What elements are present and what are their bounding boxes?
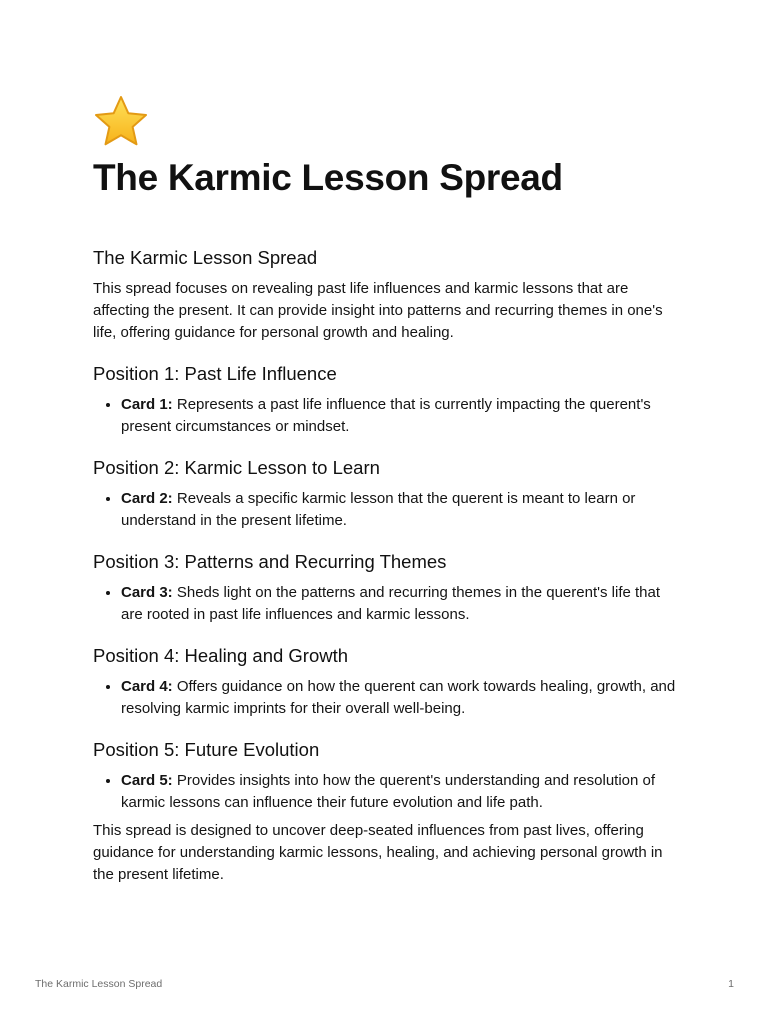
intro-heading: The Karmic Lesson Spread <box>93 247 318 268</box>
card-label: Card 2: <box>121 490 173 507</box>
position-5-heading: Position 5: Future Evolution <box>93 739 320 760</box>
position-1-heading: Position 1: Past Life Influence <box>93 363 337 384</box>
position-2-list <box>93 488 678 532</box>
card-label: Card 3: <box>121 584 173 601</box>
position-3-heading: Position 3: Patterns and Recurring Themes <box>93 551 447 572</box>
list-item <box>121 488 678 532</box>
card-description: Represents a past life influence that is currently impacting the querent's present circumstances or mindset. <box>121 396 651 435</box>
card-label: Card 5: <box>121 772 173 789</box>
position-3-list <box>93 582 678 626</box>
position-1-list <box>93 394 678 438</box>
card-label: Card 4: <box>121 678 173 695</box>
card-description: Reveals a specific karmic lesson that the querent is meant to learn or understand in the present lifetime. <box>121 490 636 529</box>
star-icon <box>93 94 149 150</box>
position-4-heading: Position 4: Healing and Growth <box>93 645 349 666</box>
card-label: Card 1: <box>121 396 173 413</box>
intro-paragraph: This spread focuses on revealing past life influences and karmic lessons that are affecting the present. It can provide insight into patterns and recurring themes in one's life, offering guidance for personal growth and healing. <box>93 280 663 341</box>
list-item <box>121 394 678 438</box>
position-2-heading: Position 2: Karmic Lesson to Learn <box>93 457 380 478</box>
card-description: Sheds light on the patterns and recurring themes in the querent's life that are rooted in past life influences and karmic lessons. <box>121 584 661 623</box>
list-item <box>121 676 678 720</box>
closing-paragraph: This spread is designed to uncover deep-seated influences from past lives, offering guidance for understanding karmic lessons, healing, and achieving personal growth in the present lifetime. <box>93 822 663 883</box>
footer-title: The Karmic Lesson Spread <box>35 978 163 990</box>
page-number: 1 <box>728 978 734 990</box>
card-description: Provides insights into how the querent's understanding and resolution of karmic lessons can influence their future evolution and life path. <box>121 772 656 811</box>
list-item <box>121 582 678 626</box>
position-4-list <box>93 676 678 720</box>
card-description: Offers guidance on how the querent can work towards healing, growth, and resolving karmic imprints for their overall well-being. <box>121 678 676 717</box>
page-title: The Karmic Lesson Spread <box>93 157 563 198</box>
document-page <box>93 94 678 886</box>
position-5-list <box>93 770 678 814</box>
list-item <box>121 770 678 814</box>
